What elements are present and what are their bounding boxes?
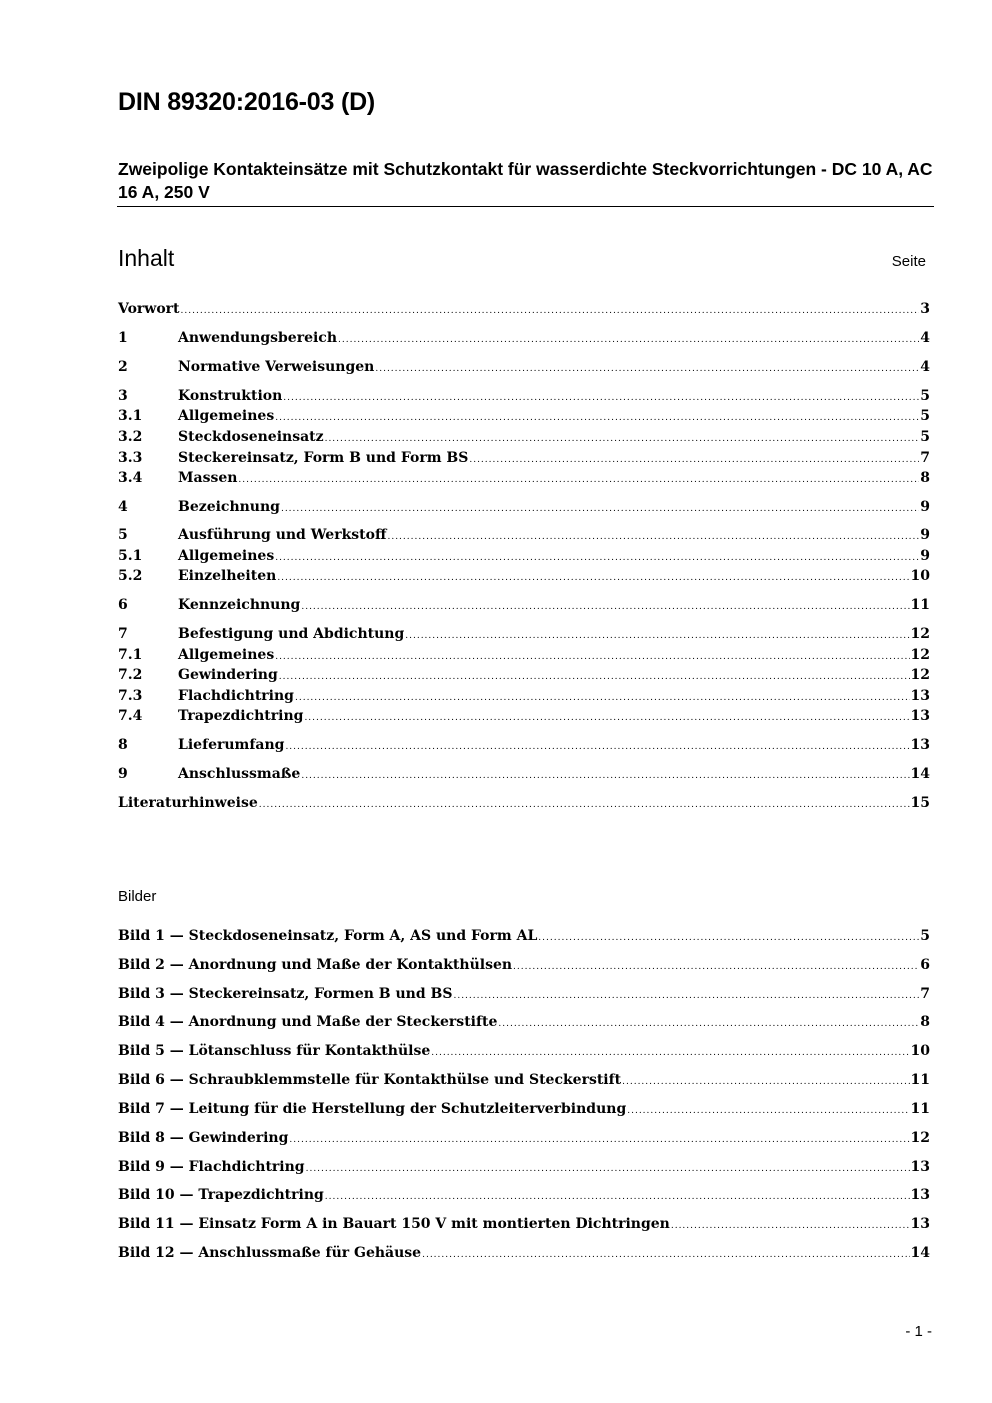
- toc-entry-title: Einzelheiten: [178, 568, 277, 584]
- figure-entry[interactable]: [118, 928, 930, 948]
- toc-leader-dots: [513, 962, 919, 972]
- toc-entry-number: 4: [118, 499, 128, 515]
- toc-leader-dots: [422, 1250, 909, 1260]
- toc-entry-page: 10: [910, 568, 930, 584]
- toc-entry-page: 13: [910, 708, 930, 724]
- toc-entry-title: Allgemeines: [178, 548, 275, 564]
- figure-entry-title: Bild 10 — Trapezdichtring: [118, 1187, 324, 1203]
- toc-entry[interactable]: [118, 548, 930, 568]
- toc-entry-page: 8: [920, 470, 930, 486]
- figure-entry-page: 8: [920, 1014, 930, 1030]
- toc-leader-dots: [306, 1164, 910, 1174]
- toc-entry-number: 7.2: [118, 667, 143, 683]
- toc-leader-dots: [238, 475, 919, 485]
- toc-entry-page: 9: [920, 548, 930, 564]
- figure-entry-page: 12: [910, 1130, 930, 1146]
- toc-entry-title: Ausführung und Werkstoff: [178, 527, 387, 543]
- figure-entry-title: Bild 1 — Steckdoseneinsatz, Form A, AS und Form AL: [118, 928, 538, 944]
- toc-leader-dots: [181, 306, 920, 316]
- toc-leader-dots: [277, 573, 909, 583]
- toc-entry-page: 11: [910, 597, 930, 613]
- figure-entry[interactable]: [118, 1130, 930, 1150]
- figure-entry-page: 13: [910, 1187, 930, 1203]
- toc-entry[interactable]: [118, 359, 930, 379]
- toc-leader-dots: [622, 1077, 909, 1087]
- toc-entry-title: Allgemeines: [178, 408, 275, 424]
- toc-entry-title: Anschlussmaße: [178, 766, 301, 782]
- toc-leader-dots: [275, 553, 919, 563]
- toc-entry-page: 4: [920, 359, 930, 375]
- toc-entry[interactable]: [118, 568, 930, 588]
- toc-leader-dots: [453, 991, 919, 1001]
- toc-leader-dots: [275, 413, 919, 423]
- figure-entry-title: Bild 2 — Anordnung und Maße der Kontakthülsen: [118, 957, 513, 973]
- toc-entry[interactable]: [118, 450, 930, 470]
- toc-leader-dots: [431, 1048, 909, 1058]
- toc-entry[interactable]: [118, 527, 930, 547]
- toc-leader-dots: [295, 693, 910, 703]
- toc-entry[interactable]: [118, 470, 930, 490]
- toc-entry-number: 2: [118, 359, 128, 375]
- figure-entry[interactable]: [118, 1072, 930, 1092]
- toc-entry-number: 6: [118, 597, 128, 613]
- toc-leader-dots: [325, 434, 920, 444]
- toc-entry-number: 7.1: [118, 647, 143, 663]
- toc-entry-page: 7: [920, 450, 930, 466]
- figure-entry-title: Bild 3 — Steckereinsatz, Formen B und BS: [118, 986, 453, 1002]
- toc-entry[interactable]: [118, 766, 930, 786]
- toc-entry-title: Allgemeines: [178, 647, 275, 663]
- toc-entry-title: Kennzeichnung: [178, 597, 301, 613]
- toc-entry-page: 4: [920, 330, 930, 346]
- toc-entry-title: Literaturhinweise: [118, 795, 258, 811]
- figure-entry-page: 14: [910, 1245, 930, 1261]
- toc-entry-number: 3.3: [118, 450, 143, 466]
- figure-entry[interactable]: [118, 1187, 930, 1207]
- toc-entry-page: 12: [910, 647, 930, 663]
- toc-entry[interactable]: [118, 708, 930, 728]
- figure-entry-title: Bild 9 — Flachdichtring: [118, 1159, 305, 1175]
- toc-entry-number: 3.2: [118, 429, 143, 445]
- toc-leader-dots: [304, 713, 909, 723]
- toc-entry-page: 13: [910, 737, 930, 753]
- toc-entry-number: 3: [118, 388, 128, 404]
- toc-leader-dots: [375, 364, 919, 374]
- figure-entry[interactable]: [118, 1245, 930, 1265]
- toc-entry[interactable]: [118, 388, 930, 408]
- toc-leader-dots: [289, 1135, 909, 1145]
- figure-entry-page: 13: [910, 1216, 930, 1232]
- figure-entry-page: 10: [910, 1043, 930, 1059]
- toc-leader-dots: [671, 1221, 910, 1231]
- figure-entry[interactable]: [118, 1101, 930, 1121]
- toc-leader-dots: [259, 800, 910, 810]
- toc-entry[interactable]: [118, 499, 930, 519]
- toc-leader-dots: [281, 504, 919, 514]
- toc-leader-dots: [498, 1019, 919, 1029]
- toc-leader-dots: [285, 742, 909, 752]
- toc-entry[interactable]: [118, 597, 930, 617]
- figure-entry-page: 13: [910, 1159, 930, 1175]
- toc-entry-number: 7.4: [118, 708, 143, 724]
- toc-entry-title: Steckereinsatz, Form B und Form BS: [178, 450, 469, 466]
- figure-entry[interactable]: [118, 1014, 930, 1034]
- toc-leader-dots: [538, 933, 919, 943]
- figure-entry-title: Bild 4 — Anordnung und Maße der Steckerstifte: [118, 1014, 498, 1030]
- toc-leader-dots: [405, 631, 909, 641]
- figure-entry-page: 7: [920, 986, 930, 1002]
- toc-leader-dots: [275, 652, 909, 662]
- toc-entry[interactable]: [118, 330, 930, 350]
- toc-entry-title: Konstruktion: [178, 388, 283, 404]
- toc-entry-page: 5: [920, 408, 930, 424]
- figure-entry[interactable]: [118, 1043, 930, 1063]
- figure-entry-title: Bild 11 — Einsatz Form A in Bauart 150 V mit montierten Dichtringen: [118, 1216, 670, 1232]
- page-number: - 1 -: [905, 1323, 932, 1340]
- toc-leader-dots: [283, 393, 919, 403]
- figure-entry-title: Bild 12 — Anschlussmaße für Gehäuse: [118, 1245, 422, 1261]
- toc-entry-number: 7.3: [118, 688, 143, 704]
- toc-entry-title: Massen: [178, 470, 238, 486]
- toc-entry-title: Bezeichnung: [178, 499, 280, 515]
- toc-entry-title: Gewindering: [178, 667, 278, 683]
- figure-entry[interactable]: [118, 1159, 930, 1179]
- toc-entry-page: 15: [910, 795, 930, 811]
- toc-leader-dots: [325, 1192, 910, 1202]
- figure-entry[interactable]: [118, 1216, 930, 1236]
- toc-entry-title: Trapezdichtring: [178, 708, 304, 724]
- figure-entry-title: Bild 7 — Leitung für die Herstellung der Schutzleiterverbindung: [118, 1101, 627, 1117]
- toc-entry-page: 12: [910, 667, 930, 683]
- title-divider: [117, 206, 934, 207]
- figure-entry-title: Bild 6 — Schraubklemmstelle für Kontakthülse und Steckerstift: [118, 1072, 622, 1088]
- toc-entry-page: 12: [910, 626, 930, 642]
- toc-entry-page: 13: [910, 688, 930, 704]
- toc-entry[interactable]: [118, 667, 930, 687]
- toc-leader-dots: [627, 1106, 909, 1116]
- toc-entry[interactable]: [118, 647, 930, 667]
- toc-entry[interactable]: [118, 408, 930, 428]
- toc-leader-dots: [469, 455, 919, 465]
- figure-entry-page: 11: [910, 1101, 930, 1117]
- toc-entry-number: 9: [118, 766, 128, 782]
- toc-entry-number: 1: [118, 330, 128, 346]
- figure-entry-page: 5: [920, 928, 930, 944]
- toc-entry[interactable]: [118, 795, 930, 815]
- toc-entry-number: 5.1: [118, 548, 143, 564]
- toc-leader-dots: [387, 532, 919, 542]
- toc-entry[interactable]: [118, 301, 930, 321]
- toc-page-column-label: Seite: [891, 253, 926, 270]
- figure-entry[interactable]: [118, 957, 930, 977]
- toc-entry-page: 9: [920, 499, 930, 515]
- toc-entry-number: 5.2: [118, 568, 143, 584]
- document-number: DIN 89320:2016-03 (D): [118, 88, 376, 116]
- toc-entry-title: Vorwort: [118, 301, 180, 317]
- toc-entry[interactable]: [118, 737, 930, 757]
- toc-entry-title: Befestigung und Abdichtung: [178, 626, 405, 642]
- figure-entry-page: 11: [910, 1072, 930, 1088]
- toc-entry-number: 7: [118, 626, 128, 642]
- toc-entry-number: 8: [118, 737, 128, 753]
- toc-entry-page: 5: [920, 388, 930, 404]
- figures-heading: Bilder: [118, 888, 157, 905]
- toc-entry-page: 9: [920, 527, 930, 543]
- toc-leader-dots: [301, 602, 909, 612]
- figure-entry[interactable]: [118, 986, 930, 1006]
- toc-entry[interactable]: [118, 429, 930, 449]
- toc-entry-page: 3: [920, 301, 930, 317]
- figure-entry-title: Bild 8 — Gewindering: [118, 1130, 289, 1146]
- toc-entry-title: Normative Verweisungen: [178, 359, 375, 375]
- toc-entry-title: Lieferumfang: [178, 737, 285, 753]
- toc-entry-page: 14: [910, 766, 930, 782]
- toc-heading: Inhalt: [118, 245, 175, 271]
- document-title: Zweipolige Kontakteinsätze mit Schutzkontakt für wasserdichte Steckvorrichtungen - DC 10 A, AC 16 A, 250 V: [118, 159, 933, 202]
- toc-entry[interactable]: [118, 688, 930, 708]
- toc-entry-number: 3.4: [118, 470, 143, 486]
- figure-entry-page: 6: [920, 957, 930, 973]
- toc-entry-page: 5: [920, 429, 930, 445]
- toc-entry-number: 3.1: [118, 408, 143, 424]
- toc-leader-dots: [301, 771, 909, 781]
- toc-entry[interactable]: [118, 626, 930, 646]
- toc-entry-title: Anwendungsbereich: [178, 330, 337, 346]
- figure-entry-title: Bild 5 — Lötanschluss für Kontakthülse: [118, 1043, 431, 1059]
- toc-leader-dots: [279, 672, 910, 682]
- toc-entry-title: Flachdichtring: [178, 688, 294, 704]
- toc-leader-dots: [338, 335, 919, 345]
- toc-entry-title: Steckdoseneinsatz: [178, 429, 324, 445]
- toc-entry-number: 5: [118, 527, 128, 543]
